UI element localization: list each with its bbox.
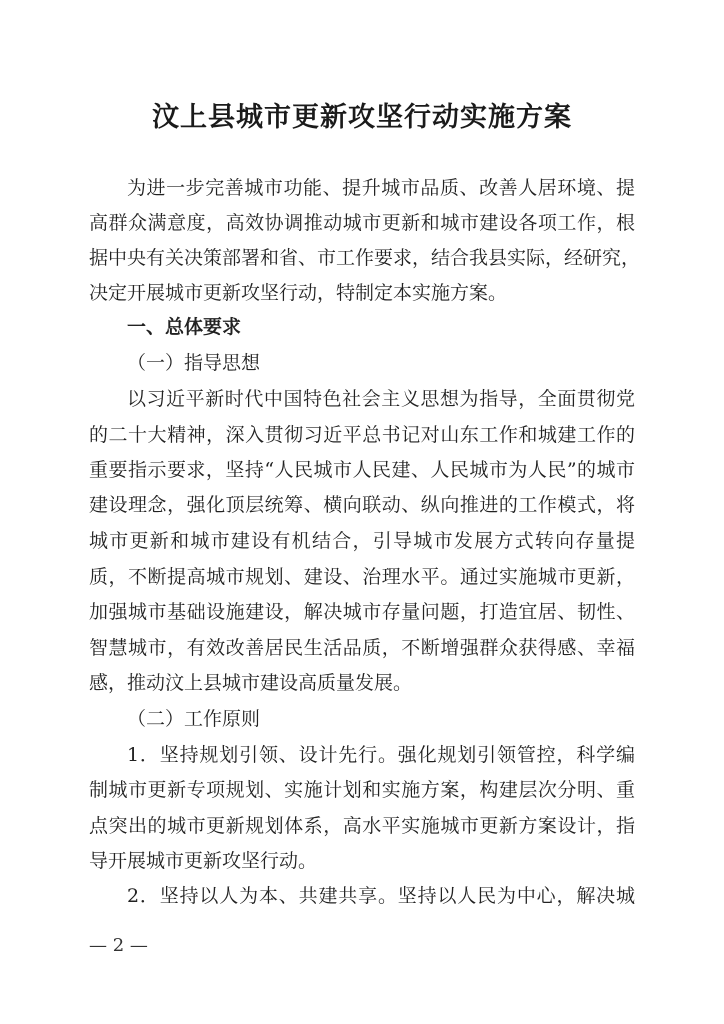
paragraph-line: 决定开展城市更新攻坚行动，特制定本实施方案。 — [89, 282, 508, 304]
paragraph-line: 据中央有关决策部署和省、市工作要求，结合我县实际，经研究， — [89, 247, 641, 269]
paragraph-line: 的二十大精神，深入贯彻习近平总书记对山东工作和城建工作的 — [89, 424, 635, 446]
paragraph-line: 点突出的城市更新规划体系，高水平实施城市更新方案设计，指 — [89, 815, 635, 837]
paragraph-line: 1．坚持规划引领、设计先行。强化规划引领管控，科学编 — [127, 744, 635, 766]
paragraph-line: 为进一步完善城市功能、提升城市品质、改善人居环境、提 — [127, 177, 635, 199]
paragraph-line: 以习近平新时代中国特色社会主义思想为指导，全面贯彻党 — [127, 388, 635, 410]
paragraph-line: 高群众满意度，高效协调推动城市更新和城市建设各项工作，根 — [89, 212, 635, 234]
paragraph-line: 城市更新和城市建设有机结合，引导城市发展方式转向存量提 — [89, 530, 635, 552]
paragraph-line: 质，不断提高城市规划、建设、治理水平。通过实施城市更新， — [89, 566, 635, 588]
paragraph-line: 导开展城市更新攻坚行动。 — [89, 850, 318, 872]
subsection-heading: （二）工作原则 — [127, 708, 261, 730]
paragraph-line: 制城市更新专项规划、实施计划和实施方案，构建层次分明、重 — [89, 779, 635, 801]
paragraph-line: 2．坚持以人为本、共建共享。坚持以人民为中心，解决城 — [127, 885, 635, 907]
paragraph-line: 重要指示要求，坚持“人民城市人民建、人民城市为人民”的城市 — [89, 459, 635, 481]
section-heading: 一、总体要求 — [127, 316, 242, 338]
page-title: 汶上县城市更新攻坚行动实施方案 — [152, 102, 572, 133]
paragraph-line: 加强城市基础设施建设，解决城市存量问题，打造宜居、韧性、 — [89, 601, 635, 623]
paragraph-line: 感，推动汶上县城市建设高质量发展。 — [89, 672, 413, 694]
paragraph-line: 建设理念，强化顶层统筹、横向联动、纵向推进的工作模式，将 — [89, 494, 635, 516]
paragraph-line: 智慧城市，有效改善居民生活品质，不断增强群众获得感、幸福 — [89, 637, 635, 659]
subsection-heading: （一）指导思想 — [127, 352, 261, 374]
page-number: — 2 — — [89, 935, 148, 956]
